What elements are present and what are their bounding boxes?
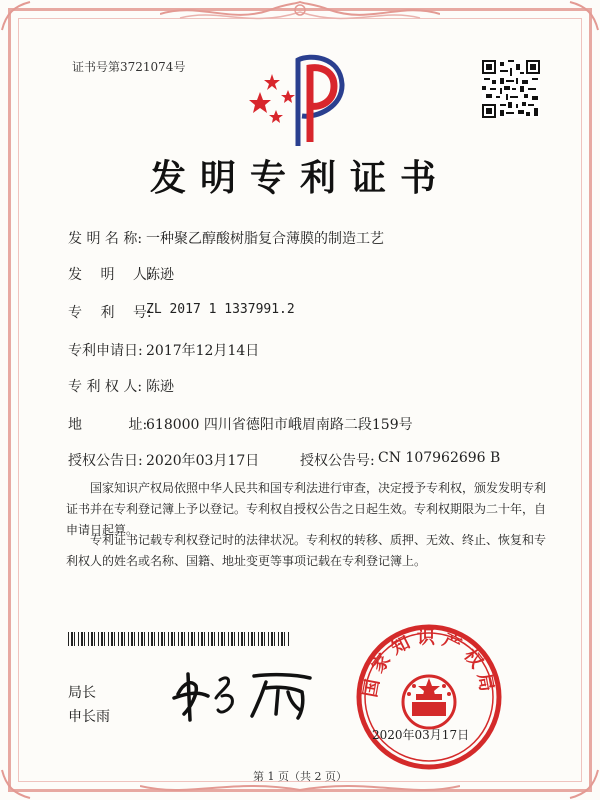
page-footer: 第 1 页（共 2 页） xyxy=(253,770,347,783)
barcode xyxy=(68,632,290,646)
patent-number-label: 专 利 号: xyxy=(68,305,152,321)
inventor-label: 发 明 人: xyxy=(68,267,152,283)
grant-number-label: 授权公告号: xyxy=(300,453,375,469)
corner-ornament-tl xyxy=(0,0,40,40)
director-name: 申长雨 xyxy=(68,709,110,725)
patent-number-value: ZL 2017 1 1337991.2 xyxy=(146,302,295,317)
corner-ornament-tr xyxy=(560,0,600,40)
application-date-label: 专利申请日: xyxy=(68,343,143,359)
certificate-number: 证书号第3721074号 xyxy=(72,60,186,74)
qr-code xyxy=(482,60,540,118)
director-signature xyxy=(170,664,320,724)
inventor-value: 陈逊 xyxy=(146,267,174,283)
invention-name-value: 一种聚乙醇酸树脂复合薄膜的制造工艺 xyxy=(146,231,384,247)
patentee-value: 陈逊 xyxy=(146,379,174,395)
seal-date: 2020年03月17日 xyxy=(372,728,470,742)
director-title: 局长 xyxy=(68,685,96,701)
cnipa-logo xyxy=(248,50,352,148)
top-ornament xyxy=(160,0,440,30)
address-label: 地 址: xyxy=(68,417,148,433)
invention-name-label: 发 明 名 称: xyxy=(68,231,143,247)
grant-date-value: 2020年03月17日 xyxy=(146,453,260,469)
patentee-label: 专 利 权 人: xyxy=(68,379,143,395)
grant-number-value: CN 107962696 B xyxy=(378,450,501,466)
certificate-title: 发明专利证书 xyxy=(149,157,450,199)
application-date-value: 2017年12月14日 xyxy=(146,343,260,359)
grant-date-label: 授权公告日: xyxy=(68,453,143,469)
official-seal xyxy=(354,622,504,772)
statement-paragraph-2: 专利证书记载专利权登记时的法律状况。专利权的转移、质押、无效、终止、恢复和专利权人的姓名或名称、国籍、地址变更等事项记载在专利登记簿上。 xyxy=(66,533,547,568)
statement-paragraph-1: 国家知识产权局依照中华人民共和国专利法进行审查，决定授予专利权，颁发发明专利证书并在专利登记簿上予以登记。专利权自授权公告之日起生效。专利权期限为二十年，自申请日起算。 xyxy=(66,481,547,537)
address-value: 618000 四川省德阳市峨眉南路二段159号 xyxy=(146,417,413,433)
seal-text: 国家知识产权局 xyxy=(359,627,499,699)
